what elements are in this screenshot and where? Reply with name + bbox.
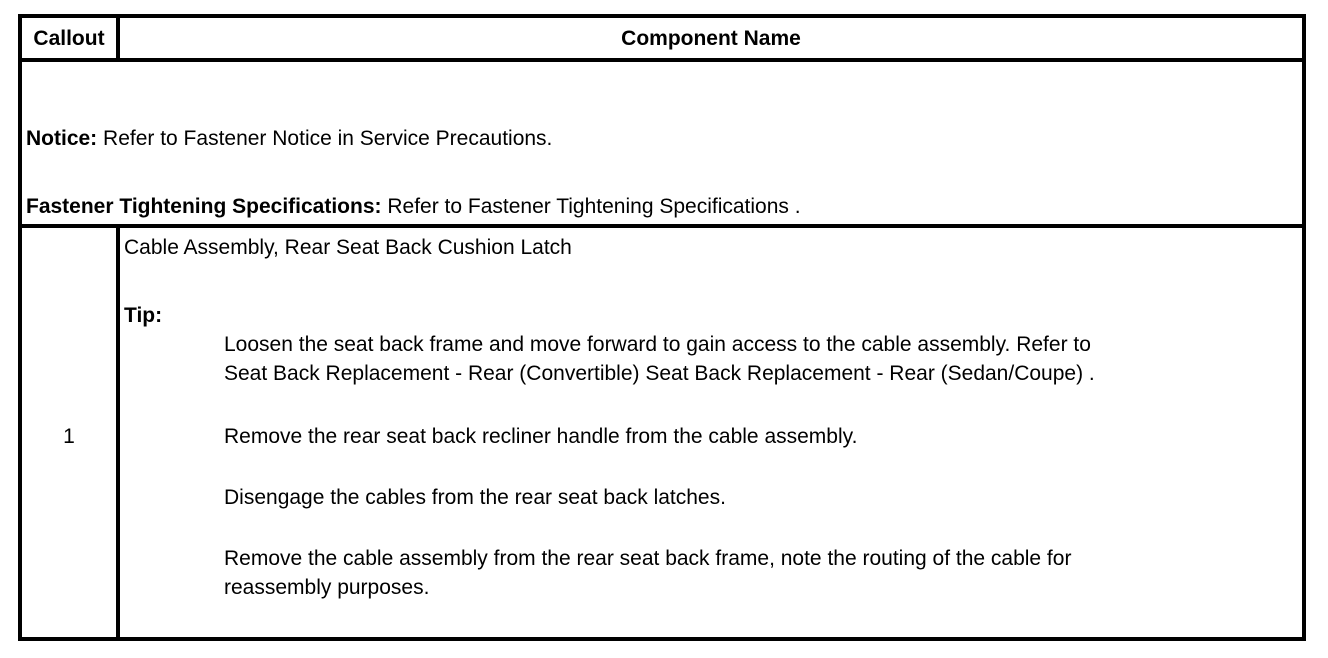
notice-text: Refer to Fastener Notice in Service Precautions. (97, 127, 553, 150)
tip-item (224, 483, 726, 512)
callout-number: 1 (63, 425, 75, 448)
component-name: Cable Assembly, Rear Seat Back Cushion Latch (124, 236, 572, 259)
tip-line: Remove the cable assembly from the rear seat back frame, note the routing of the cable for (224, 547, 1072, 570)
general-divider (22, 224, 1302, 228)
body-column-divider (116, 228, 120, 637)
spec-text: Refer to Fastener Tightening Specifications . (381, 195, 801, 218)
tip-item (224, 544, 1071, 602)
spec-label: Fastener Tightening Specifications: (26, 195, 382, 218)
tip-line: Loosen the seat back frame and move forward to gain access to the cable assembly. Refer to (224, 333, 1091, 356)
tip-line: Seat Back Replacement - Rear (Convertible) Seat Back Replacement - Rear (Sedan/Coupe) . (224, 362, 1095, 385)
notice-line (26, 124, 552, 153)
notice-label: Notice: (26, 127, 98, 150)
tip-line: Remove the rear seat back recliner handle from the cable assembly. (224, 425, 858, 448)
callout-header: Callout (33, 27, 105, 50)
spec-line (26, 192, 801, 221)
component-table (18, 14, 1306, 641)
header-divider (22, 58, 1302, 62)
component-name-header: Component Name (621, 27, 801, 50)
tip-label: Tip: (124, 304, 163, 327)
tip-line: Disengage the cables from the rear seat back latches. (224, 486, 726, 509)
tip-item (224, 330, 1095, 388)
tip-item (224, 422, 857, 451)
tip-line: reassembly purposes. (224, 576, 430, 599)
